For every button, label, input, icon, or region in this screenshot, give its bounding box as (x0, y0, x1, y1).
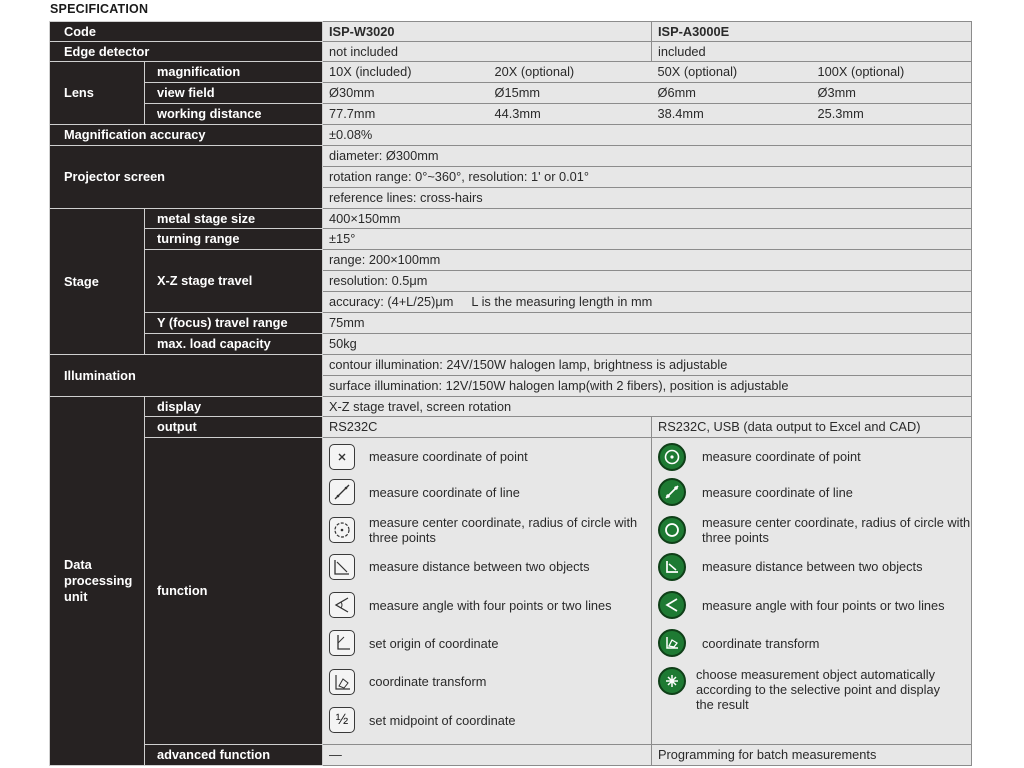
view-field-value: Ø3mm (812, 83, 972, 104)
model-a: ISP-W3020 (323, 22, 652, 42)
xz-accuracy-value: accuracy: (4+L/25)μm (329, 294, 454, 309)
lens-label: Lens (50, 62, 145, 125)
y-travel-label: Y (focus) travel range (145, 313, 323, 334)
function-item: measure coordinate of line (329, 473, 651, 511)
function-label: function (145, 438, 323, 745)
function-item: measure coordinate of line (658, 473, 971, 511)
magnification-value: 100X (optional) (812, 62, 972, 83)
magnification-value: 10X (included) (323, 62, 489, 83)
illumination-row (50, 355, 972, 376)
display-row (50, 397, 972, 417)
working-distance-value: 77.7mm (323, 104, 489, 125)
working-distance-value: 25.3mm (812, 104, 972, 125)
edge-detector-row (50, 42, 972, 62)
y-travel-row (50, 313, 972, 334)
advanced-b: Programming for batch measurements (652, 745, 972, 766)
y-travel-value: 75mm (323, 313, 972, 334)
function-list-a (323, 438, 652, 745)
edge-detector-label: Edge detector (50, 42, 323, 62)
magnification-label: magnification (145, 62, 323, 83)
transform-icon (658, 629, 686, 657)
function-list-b (652, 438, 972, 745)
header-row (50, 22, 972, 42)
function-item: measure center coordinate, radius of circle with three points (329, 511, 651, 548)
dpu-label: Data processing unit (50, 397, 145, 766)
function-item: measure distance between two objects (329, 548, 651, 585)
magnification-value: 20X (optional) (489, 62, 652, 83)
function-item: coordinate transform (658, 625, 971, 661)
advanced-row (50, 745, 972, 766)
working-distance-value: 44.3mm (489, 104, 652, 125)
illumination-line: contour illumination: 24V/150W halogen lamp, brightness is adjustable (323, 355, 972, 376)
distance-icon (329, 554, 355, 580)
function-item: set origin of coordinate (329, 625, 651, 661)
point-icon (658, 443, 686, 471)
view-field-value: Ø6mm (652, 83, 812, 104)
line-icon (329, 479, 355, 505)
illumination-line: surface illumination: 12V/150W halogen lamp(with 2 fibers), position is adjustable (323, 376, 972, 397)
function-item: measure angle with four points or two lines (329, 585, 651, 625)
transform-icon (329, 669, 355, 695)
output-label: output (145, 417, 323, 438)
auto-icon (658, 667, 686, 695)
lens-working-distance-row (50, 104, 972, 125)
display-value: X-Z stage travel, screen rotation (323, 397, 972, 417)
edge-detector-b: included (652, 42, 972, 62)
output-b: RS232C, USB (data output to Excel and CAD) (652, 417, 972, 438)
turning-range-value: ±15° (323, 229, 972, 250)
max-load-value: 50kg (323, 334, 972, 355)
function-item: measure coordinate of point (329, 440, 651, 473)
output-a: RS232C (323, 417, 652, 438)
edge-detector-a: not included (323, 42, 652, 62)
view-field-value: Ø30mm (323, 83, 489, 104)
display-label: display (145, 397, 323, 417)
function-item: ½ set midpoint of coordinate (329, 702, 651, 738)
max-load-label: max. load capacity (145, 334, 323, 355)
lens-view-field-row (50, 83, 972, 104)
working-distance-value: 38.4mm (652, 104, 812, 125)
function-item: measure distance between two objects (658, 548, 971, 585)
projector-row (50, 146, 972, 167)
view-field-label: view field (145, 83, 323, 104)
projector-line: rotation range: 0°~360°, resolution: 1' or 0.01° (323, 167, 972, 188)
xz-resolution: resolution: 0.5μm (323, 271, 972, 292)
function-item: coordinate transform (329, 661, 651, 702)
output-row (50, 417, 972, 438)
circle-icon (329, 517, 355, 543)
xz-travel-row (50, 250, 972, 271)
working-distance-label: working distance (145, 104, 323, 125)
origin-icon (329, 630, 355, 656)
projector-label: Projector screen (50, 146, 323, 209)
model-b: ISP-A3000E (652, 22, 972, 42)
circle-icon (658, 516, 686, 544)
angle-icon (658, 591, 686, 619)
mag-accuracy-label: Magnification accuracy (50, 125, 323, 146)
distance-icon (658, 553, 686, 581)
metal-stage-size-value: 400×150mm (323, 209, 972, 229)
turning-range-label: turning range (145, 229, 323, 250)
point-icon (329, 444, 355, 470)
angle-icon (329, 592, 355, 618)
turning-range-row (50, 229, 972, 250)
xz-accuracy (323, 292, 972, 313)
code-label: Code (50, 22, 323, 42)
magnification-value: 50X (optional) (652, 62, 812, 83)
max-load-row (50, 334, 972, 355)
view-field-value: Ø15mm (489, 83, 652, 104)
function-item: choose measurement object automatically according to the selective point and display the result (658, 661, 971, 707)
advanced-label: advanced function (145, 745, 323, 766)
mag-accuracy-row (50, 125, 972, 146)
stage-label: Stage (50, 209, 145, 355)
function-item: measure angle with four points or two lines (658, 585, 971, 625)
mag-accuracy-value: ±0.08% (323, 125, 972, 146)
projector-line: reference lines: cross-hairs (323, 188, 972, 209)
spec-table (49, 21, 972, 766)
metal-stage-size-label: metal stage size (145, 209, 323, 229)
xz-accuracy-note: L is the measuring length in mm (471, 294, 653, 309)
lens-magnification-row (50, 62, 972, 83)
xz-range: range: 200×100mm (323, 250, 972, 271)
illumination-label: Illumination (50, 355, 323, 397)
function-item: measure center coordinate, radius of circle with three points (658, 511, 971, 548)
stage-size-row (50, 209, 972, 229)
function-item: measure coordinate of point (658, 440, 971, 473)
xz-travel-label: X-Z stage travel (145, 250, 323, 313)
page-title: SPECIFICATION (50, 2, 149, 16)
projector-line: diameter: Ø300mm (323, 146, 972, 167)
half-icon: ½ (329, 707, 355, 733)
function-row (50, 438, 972, 745)
line-icon (658, 478, 686, 506)
advanced-a: — (323, 745, 652, 766)
